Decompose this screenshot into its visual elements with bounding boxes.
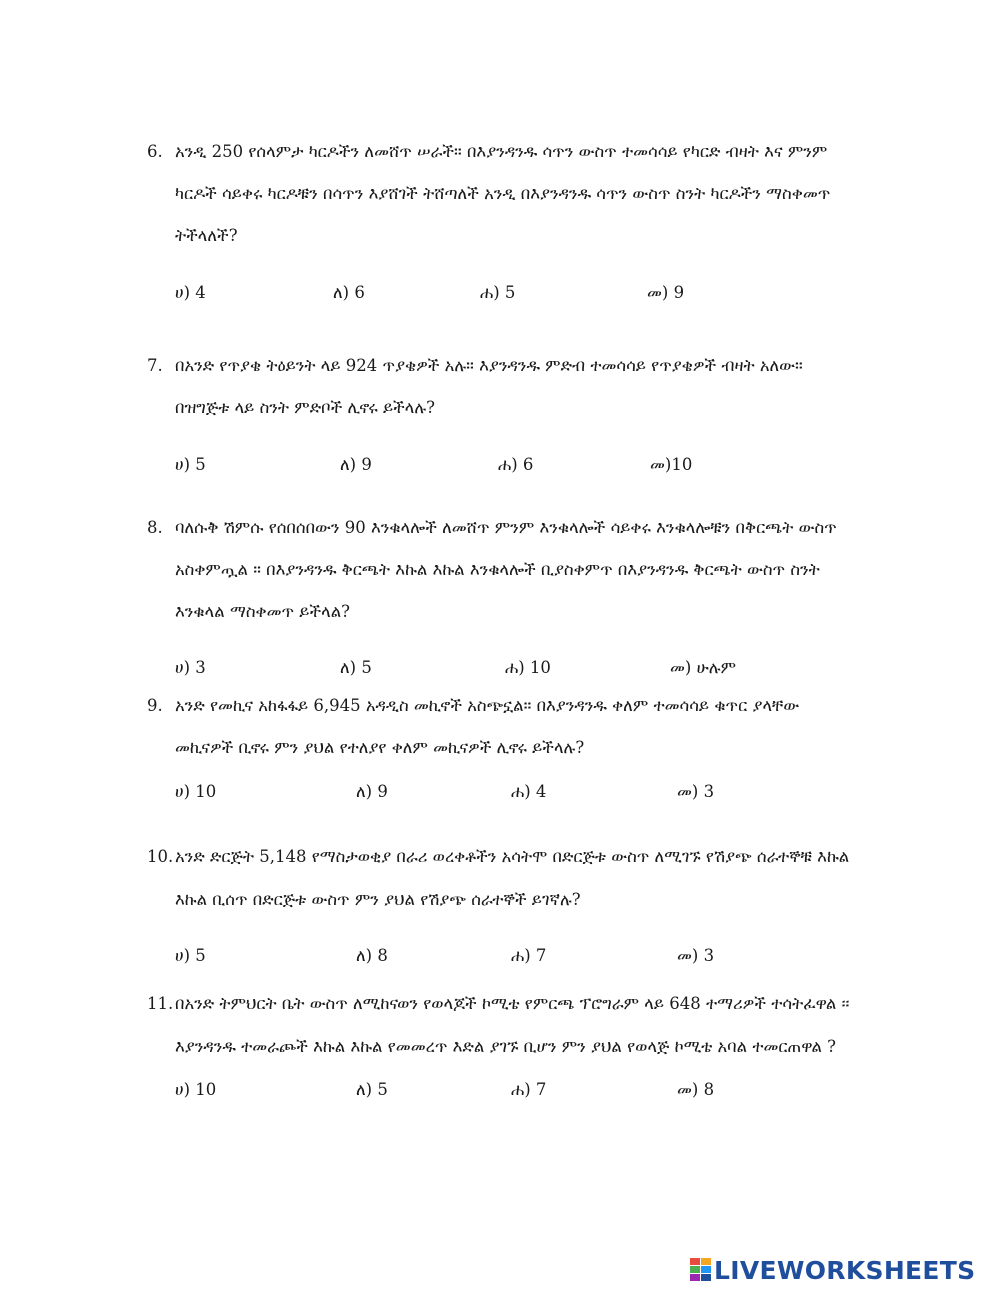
option-a[interactable]: ሀ) 4 <box>175 283 206 302</box>
question-number: 10. <box>147 847 174 866</box>
question-number: 9. <box>147 696 163 715</box>
question-number: 6. <box>147 142 163 161</box>
option-d[interactable]: መ) 3 <box>677 782 715 801</box>
question-text-line: መኪናዎች ቢኖሩ ምን ያህል የተለያየ ቀለም መኪናዎች ሊኖሩ ይችላሉ? <box>175 738 585 757</box>
option-b[interactable]: ለ) 6 <box>333 283 365 302</box>
option-c[interactable]: ሐ) 10 <box>505 658 551 677</box>
option-b[interactable]: ለ) 9 <box>340 455 372 474</box>
question-text-line: ካርዶች ሳይቀሩ ካርዶቹን በሳጥን እያሸገች ትሸጣለች አንዲ በእያንዳንዱ ሳጥን ውስጥ ስንት ካርዶችን ማስቀመጥ <box>175 184 831 203</box>
option-b[interactable]: ለ) 5 <box>356 1080 388 1099</box>
option-c[interactable]: ሐ) 7 <box>511 1080 547 1099</box>
option-d[interactable]: መ) 3 <box>677 946 715 965</box>
question-text-line: እንቁላል ማስቀመጥ ይችላል? <box>175 602 351 621</box>
question-text-line: አስቀምጧል ። በእያንዳንዱ ቅርጫት እኩል እኩል እንቁላሎች ቢያስቀምጥ በእያንዳንዱ ቅርጫት ውስጥ ስንት <box>175 560 820 579</box>
option-d[interactable]: መ) 9 <box>647 283 685 302</box>
question-text-line: በአንድ ትምህርት ቤት ውስጥ ለሚከናወን የወላጆች ኮሚቴ የምርጫ ፕሮግራም ላይ 648 ተማሪዎች ተሳትፈዋል ፡፡ <box>175 994 850 1013</box>
question-text-line: አንድ የመኪና አከፋፋይ 6,945 አዳዲስ መኪኖች አስጭኗል። በእያንዳንዱ ቀለም ተመሳሳይ ቁጥር ያላቸው <box>175 696 800 715</box>
question-text-line: አንድ ድርጅት 5,148 የማስታወቂያ በራሪ ወረቀቶችን አሳትሞ በድርጅቱ ውስጥ ለሚገኙ የሽያጭ ሰራተኞቹ እኩል <box>175 847 850 866</box>
question-number: 8. <box>147 518 163 537</box>
option-c[interactable]: ሐ) 7 <box>511 946 547 965</box>
question-text-line: ትችላለች? <box>175 226 238 245</box>
question-text-line: አንዲ 250 የሰላምታ ካርዶችን ለመሸጥ ሠራች። በእያንዳንዱ ሳጥን ውስጥ ተመሳሳይ የካርድ ብዛት እና ምንም <box>175 142 828 161</box>
question-text-line: እኩል ቢሰጥ በድርጅቱ ውስጥ ምን ያህል የሽያጭ ሰራተኞች ይገኛሉ? <box>175 890 581 909</box>
question-number: 11. <box>147 994 174 1013</box>
option-b[interactable]: ለ) 5 <box>340 658 372 677</box>
option-a[interactable]: ሀ) 10 <box>175 782 217 801</box>
option-b[interactable]: ለ) 9 <box>356 782 388 801</box>
option-c[interactable]: ሐ) 6 <box>498 455 534 474</box>
option-b[interactable]: ለ) 8 <box>356 946 388 965</box>
option-a[interactable]: ሀ) 3 <box>175 658 206 677</box>
option-c[interactable]: ሐ) 5 <box>480 283 516 302</box>
question-text-line: በዝግጅቱ ላይ ስንት ምድቦች ሊኖሩ ይችላሉ? <box>175 398 436 417</box>
option-a[interactable]: ሀ) 10 <box>175 1080 217 1099</box>
option-d[interactable]: መ) ሁሉም <box>670 658 736 677</box>
option-d[interactable]: መ) 8 <box>677 1080 715 1099</box>
liveworksheets-badge-icon <box>690 1258 712 1282</box>
liveworksheets-logo[interactable] <box>690 1256 975 1284</box>
logo-text: LIVEWORKSHEETS <box>714 1255 976 1285</box>
question-text-line: በአንድ የጥያቄ ትዕይንት ላይ 924 ጥያቄዎች አሉ። እያንዳንዱ ምድብ ተመሳሳይ የጥያቄዎች ብዛት አለው። <box>175 356 803 375</box>
option-c[interactable]: ሐ) 4 <box>511 782 547 801</box>
option-d[interactable]: መ)10 <box>650 455 693 474</box>
option-a[interactable]: ሀ) 5 <box>175 455 206 474</box>
question-text-line: እያንዳንዱ ተመራጮች እኩል እኩል የመመረጥ እድል ያገኙ ቢሆን ምን ያህል የወላጅ ኮሚቴ አባል ተመርጠዋል ? <box>175 1037 837 1056</box>
question-text-line: ባለሱቅ ሽምሱ የሰበሰበውን 90 እንቁላሎች ለመሸጥ ምንም እንቁላሎች ሳይቀሩ እንቁላሎቹን በቅርጫት ውስጥ <box>175 518 837 537</box>
question-number: 7. <box>147 356 163 375</box>
option-a[interactable]: ሀ) 5 <box>175 946 206 965</box>
